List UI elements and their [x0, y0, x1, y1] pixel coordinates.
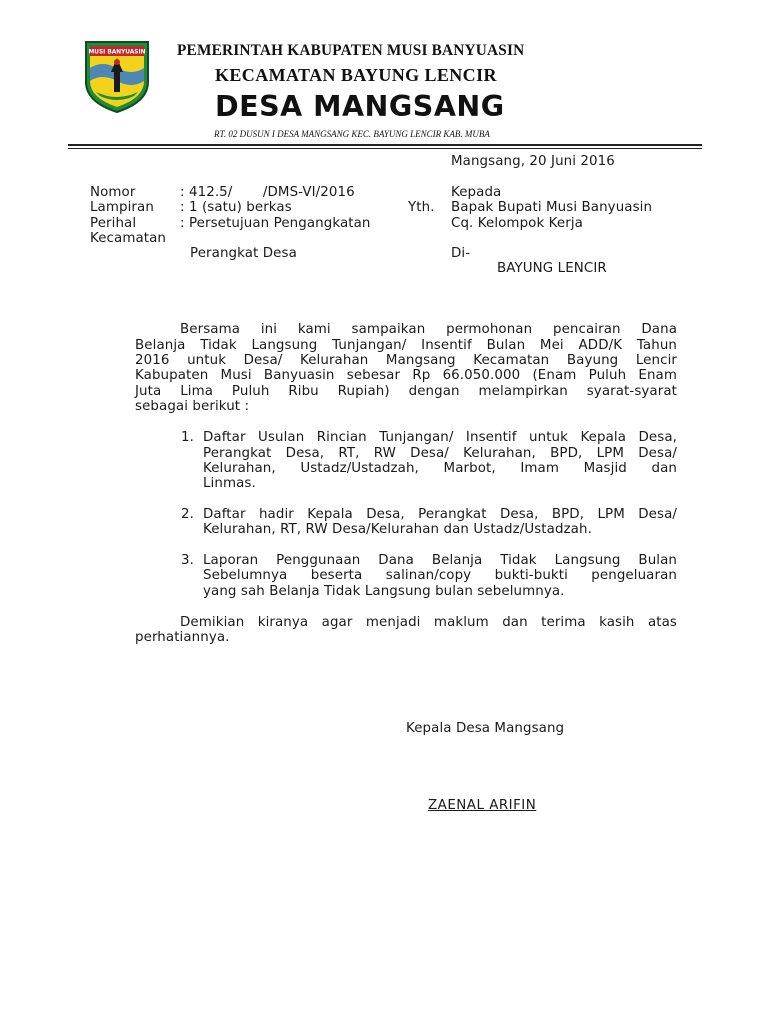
- opening-line: Bersama ini kami sampaikan permohonan pencairan Dana: [180, 322, 677, 337]
- list-item-line: Kelurahan, Ustadz/Ustadzah, Marbot, Imam Masjid dan: [203, 461, 677, 476]
- letterhead-village: DESA MANGSANG: [215, 90, 505, 123]
- opening-line: 2016 untuk Desa/ Kelurahan Mangsang Kecamatan Bayung Lencir: [135, 353, 677, 368]
- lampiran-label: Lampiran: [90, 200, 154, 215]
- opening-line: Belanja Tidak Langsung Tunjangan/ Insentif Bulan Mei ADD/K Tahun: [135, 338, 677, 353]
- letterhead-government: PEMERINTAH KABUPATEN MUSI BANYUASIN: [177, 42, 525, 59]
- letterhead-divider-thin: [68, 148, 702, 149]
- signature-title: Kepala Desa Mangsang: [406, 721, 565, 736]
- list-item-number: 1.: [181, 430, 194, 445]
- letterhead-divider: [68, 144, 702, 146]
- perihal-value-line2: Perangkat Desa: [190, 246, 297, 261]
- list-item-line: Sebelumnya beserta salinan/copy bukti-bukti pengeluaran: [203, 568, 677, 583]
- musi-banyuasin-emblem-icon: [82, 38, 152, 114]
- list-item-line: Laporan Penggunaan Dana Belanja Tidak Langsung Bulan: [203, 553, 677, 568]
- list-item-line: Kelurahan, RT, RW Desa/Kelurahan dan Ustadz/Ustadzah.: [203, 522, 592, 537]
- recipient-name: Bapak Bupati Musi Banyuasin: [451, 200, 653, 215]
- perihal-value: : Persetujuan Pengangkatan: [180, 216, 371, 231]
- recipient-city: BAYUNG LENCIR: [497, 261, 607, 276]
- opening-line: Kabupaten Musi Banyuasin sebesar Rp 66.050.000 (Enam Puluh Enam: [135, 368, 677, 383]
- opening-line: Juta Lima Puluh Ribu Rupiah) dengan melampirkan syarat-syarat: [135, 384, 677, 399]
- opening-line: sebagai berikut :: [135, 399, 250, 414]
- perihal-wrap: Kecamatan: [90, 231, 167, 246]
- recipient-yth: Yth.: [408, 200, 435, 215]
- list-item-line: Daftar hadir Kepala Desa, Perangkat Desa, BPD, LPM Desa/: [203, 507, 677, 522]
- recipient-kepada: Kepada: [451, 185, 502, 200]
- letter-date: Mangsang, 20 Juni 2016: [451, 154, 615, 169]
- list-item-line: Linmas.: [203, 476, 256, 491]
- recipient-cq: Cq. Kelompok Kerja: [451, 216, 583, 231]
- closing-line: perhatiannya.: [135, 630, 230, 645]
- list-item-number: 3.: [181, 553, 194, 568]
- signature-name: ZAENAL ARIFIN: [428, 798, 537, 813]
- letterhead-address: RT. 02 DUSUN I DESA MANGSANG KEC. BAYUNG LENCIR KAB. MUBA: [214, 129, 490, 139]
- list-item-line: Daftar Usulan Rincian Tunjangan/ Insentif untuk Kepala Desa,: [203, 430, 677, 445]
- recipient-di: Di-: [451, 246, 471, 261]
- list-item-line: yang sah Belanja Tidak Langsung bulan sebelumnya.: [203, 584, 565, 599]
- list-item-line: Perangkat Desa, RT, RW Desa/ Kelurahan, BPD, LPM Desa/: [203, 446, 677, 461]
- closing-line: Demikian kiranya agar menjadi maklum dan terima kasih atas: [180, 615, 677, 630]
- lampiran-value: : 1 (satu) berkas: [180, 200, 292, 215]
- list-item-number: 2.: [181, 507, 194, 522]
- emblem-label: MUSI BANYUASIN: [88, 49, 146, 56]
- letterhead-district: KECAMATAN BAYUNG LENCIR: [215, 65, 497, 85]
- nomor-value: : 412.5/ /DMS-VI/2016: [180, 185, 355, 200]
- perihal-label: Perihal: [90, 216, 137, 231]
- nomor-label: Nomor: [90, 185, 136, 200]
